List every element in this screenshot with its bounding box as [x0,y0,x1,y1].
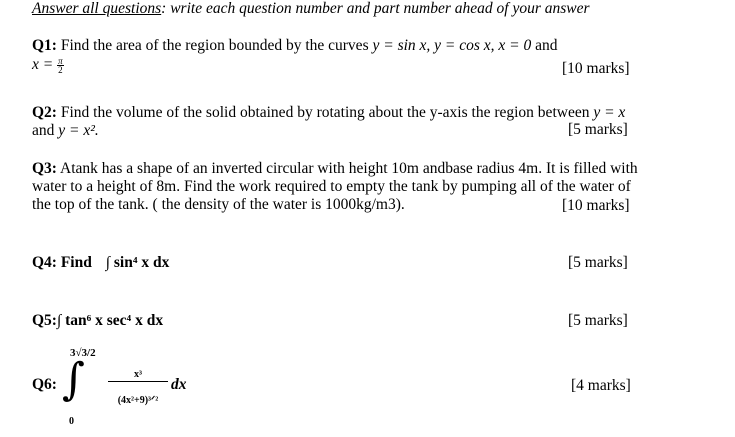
q3-label: Q3: [32,160,57,177]
instruction-underlined: Answer all questions [32,0,162,17]
q6-integral-sign: ∫ [62,354,85,405]
q1-x-eq: x = [32,56,54,73]
instruction-rest: : write each question number and part number ahead of your answer [161,0,590,17]
q1-fraction [57,57,64,74]
q1-line2 [32,56,64,74]
q5-expression: ∫ tan⁶ x sec⁴ x dx [56,312,164,329]
q2-line2 [32,122,99,139]
q1-line1 [32,37,558,54]
q3-line2: water to a height of 8m. Find the work required to empty the tank by pumping all of the water of [32,178,631,195]
q6-dx: dx [171,376,187,393]
q3-line1 [32,160,638,177]
q1-frac-num: π [58,55,63,66]
q1-label: Q1: [32,37,57,54]
q2-label: Q2: [32,104,57,121]
q5-line [32,312,163,329]
q2-and: and [32,122,55,139]
q4-expression: ∫ sin⁴ x dx [105,254,170,271]
q2-eq2: y = x². [58,122,99,139]
q1-equation: y = sin x, y = cos x, x = 0 [372,37,532,54]
q6-denominator: (4x²+9)³ᐟ² [117,395,159,406]
instruction-line [32,0,590,18]
q2-text: Find the volume of the solid obtained by rotating about the y-axis the region between [60,104,590,121]
q5-label: Q5: [32,312,57,329]
q4-label: Q4: Find [32,254,92,271]
q6-lower-limit: 0 [69,416,74,427]
q3-text1: Atank has a shape of an inverted circular with height 10m andbase radius 4m. It is filled with [60,160,638,177]
q2-eq1: y = x [593,104,626,121]
q2-marks: [5 marks] [568,121,628,138]
q6-numerator: x³ [108,369,168,382]
q1-frac-den: 2 [58,64,63,75]
q1-and: and [535,37,558,54]
q2-line1 [32,104,625,121]
q6-label: Q6: [32,376,57,393]
q1-marks: [10 marks] [562,60,630,77]
q4-marks: [5 marks] [568,254,628,271]
q4-line [32,254,169,271]
q6-marks: [4 marks] [571,377,631,394]
q5-marks: [5 marks] [568,312,628,329]
q1-text: Find the area of the region bounded by the curves [60,37,369,54]
q3-marks: [10 marks] [562,197,630,214]
q3-line3: the top of the tank. ( the density of the water is 1000kg/m3). [32,196,405,213]
q6-upper-limit: 3√3/2 [70,347,96,359]
